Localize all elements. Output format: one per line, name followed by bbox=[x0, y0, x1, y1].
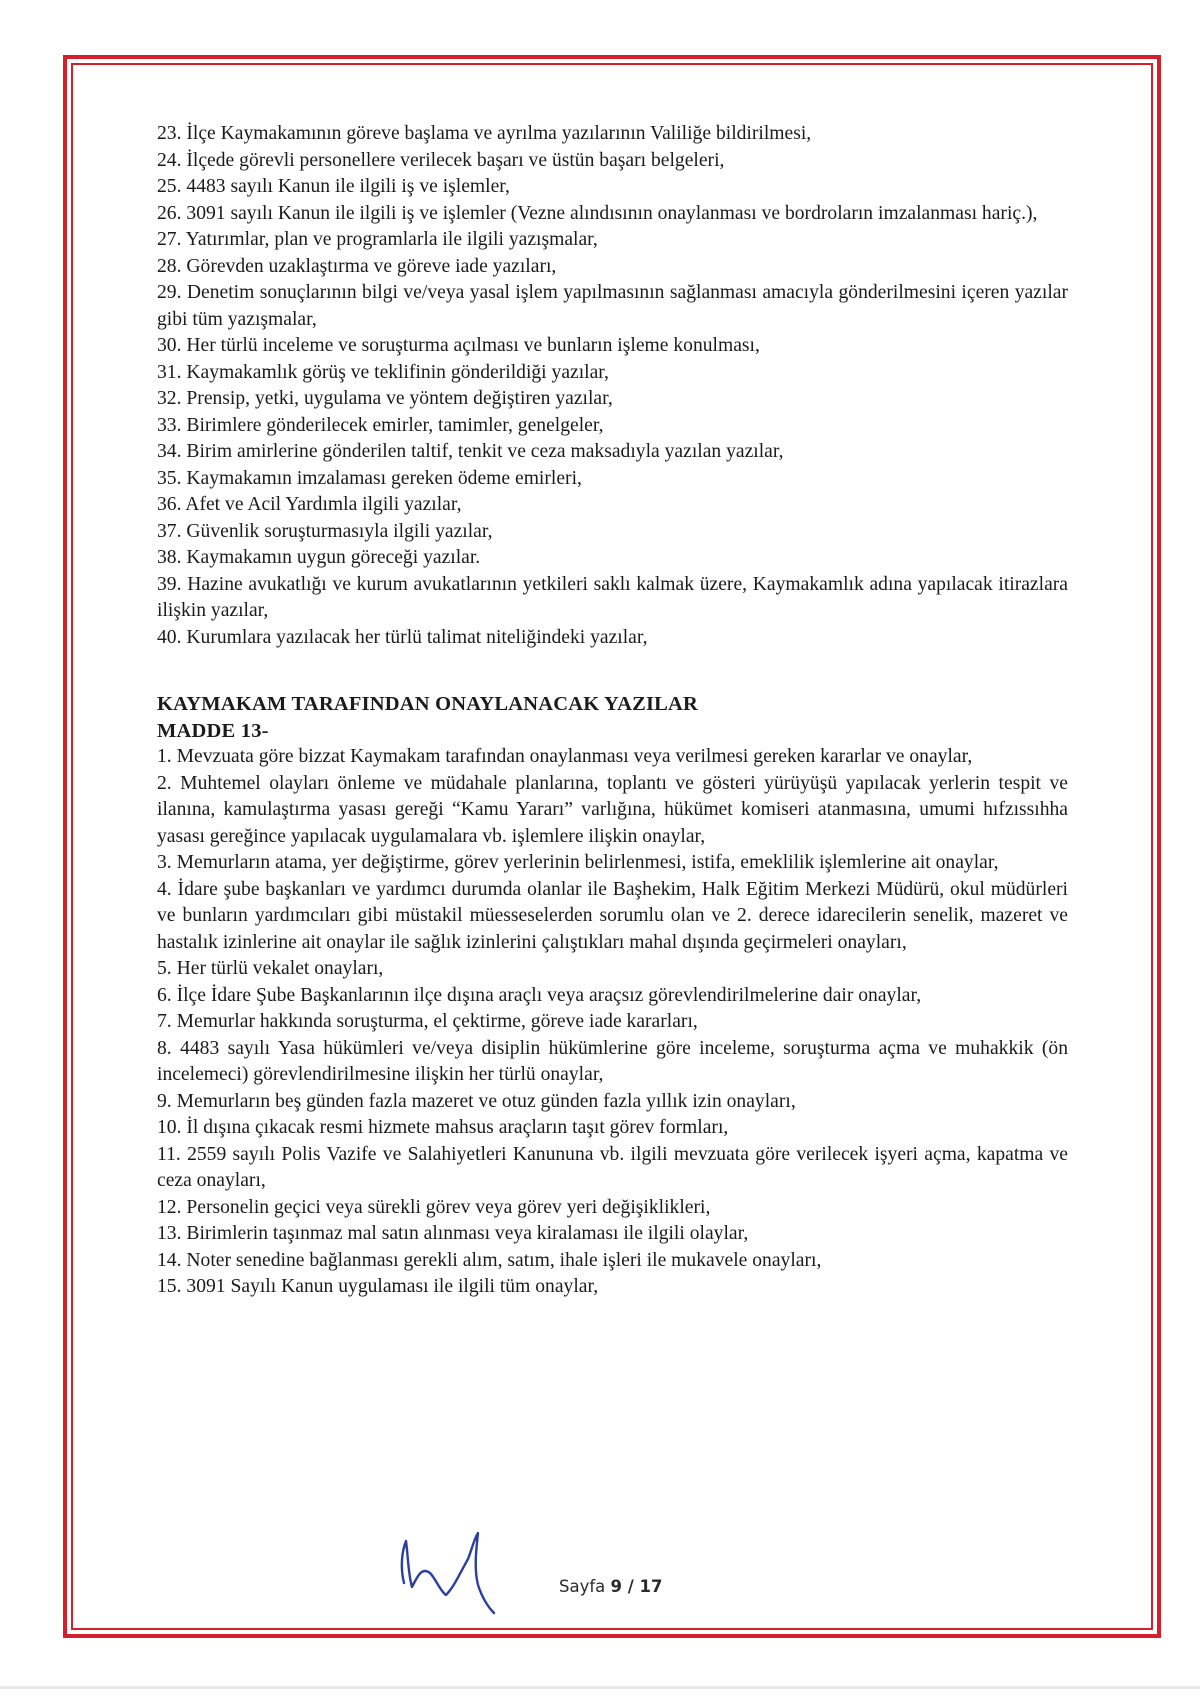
list-items-a bbox=[157, 121, 1068, 651]
list-item: 2. Muhtemel olayları önleme ve müdahale planlarına, toplantı ve gösteri yürüyüşü yapılacak yerlerin tespit ve ilanına, kamulaştırma yasası gereği “Kamu Yararı” varlığına, hükümet komiseri atanmasına, umumi hıfzıssıhha yasası gereğince yapılacak uygulamalara vb. işlemlere ilişkin onaylar, bbox=[157, 772, 1068, 847]
list-item: 6. İlçe İdare Şube Başkanlarının ilçe dışına araçlı veya araçsız görevlendirilmelerine dair onaylar, bbox=[157, 984, 922, 1006]
list-item: 33. Birimlere gönderilecek emirler, tamimler, genelgeler, bbox=[157, 414, 604, 436]
list-item: 29. Denetim sonuçlarının bilgi ve/veya yasal işlem yapılmasının sağlanması amacıyla gönderilmesini içeren yazılar gibi tüm yazışmalar, bbox=[157, 282, 1068, 330]
list-item: 34. Birim amirlerine gönderilen taltif, tenkit ve ceza maksadıyla yazılan yazılar, bbox=[157, 441, 784, 462]
list-item: 13. Birimlerin taşınmaz mal satın alınması veya kiralaması ile ilgili olaylar, bbox=[157, 1223, 749, 1244]
article-title: MADDE 13- bbox=[157, 719, 269, 742]
page-current: 9 bbox=[610, 1577, 623, 1596]
handwritten-signature-icon bbox=[390, 1525, 530, 1625]
list-item: 35. Kaymakamın imzalaması gereken ödeme emirleri, bbox=[157, 467, 582, 489]
list-item: 24. İlçede görevli personellere verilecek başarı ve üstün başarı belgeleri, bbox=[157, 149, 725, 171]
list-item: 37. Güvenlik soruşturmasıyla ilgili yazılar, bbox=[157, 520, 493, 542]
document-body bbox=[157, 121, 1068, 1301]
section-title: KAYMAKAM TARAFINDAN ONAYLANACAK YAZILAR bbox=[157, 693, 699, 715]
page-total: 17 bbox=[639, 1577, 663, 1596]
list-item: 36. Afet ve Acil Yardımla ilgili yazılar, bbox=[157, 494, 462, 515]
list-items-b bbox=[157, 744, 1068, 1301]
list-item: 26. 3091 sayılı Kanun ile ilgili iş ve işlemler (Vezne alındısının onaylanması ve bordroların imzalanması hariç.), bbox=[157, 202, 1038, 224]
list-item: 15. 3091 Sayılı Kanun uygulaması ile ilgili tüm onaylar, bbox=[157, 1276, 599, 1297]
list-item: 32. Prensip, yetki, uygulama ve yöntem değiştiren yazılar, bbox=[157, 388, 613, 409]
list-item: 40. Kurumlara yazılacak her türlü talimat niteliğindeki yazılar, bbox=[157, 626, 648, 648]
list-item: 5. Her türlü vekalet onayları, bbox=[157, 958, 384, 979]
list-item: 1. Mevzuata göre bizzat Kaymakam tarafından onaylanması veya verilmesi gereken kararlar ve onaylar, bbox=[157, 746, 973, 767]
list-item: 28. Görevden uzaklaştırma ve göreve iade yazıları, bbox=[157, 255, 557, 277]
list-item: 10. İl dışına çıkacak resmi hizmete mahsus araçların taşıt görev formları, bbox=[157, 1117, 729, 1138]
list-item: 23. İlçe Kaymakamının göreve başlama ve ayrılma yazılarının Valiliğe bildirilmesi, bbox=[157, 123, 812, 144]
list-item: 7. Memurlar hakkında soruşturma, el çektirme, göreve iade kararları, bbox=[157, 1011, 698, 1032]
scan-edge bbox=[0, 1686, 1200, 1689]
list-item: 4. İdare şube başkanları ve yardımcı durumda olanlar ile Başhekim, Halk Eğitim Merkezi Müdürü, okul müdürleri ve bunların yardımcıları gibi müstakil müesseselerden sorumlu olan ve 2. derece idarecilerin senelik, mazeret ve hastalık izinlerine ait onaylar ile sağlık izinlerini çalıştıkları mahal dışında geçirmeleri onayları, bbox=[157, 878, 1068, 953]
list-item: 12. Personelin geçici veya sürekli görev veya görev yeri değişiklikleri, bbox=[157, 1196, 711, 1218]
list-item: 25. 4483 sayılı Kanun ile ilgili iş ve işlemler, bbox=[157, 176, 510, 197]
list-item: 31. Kaymakamlık görüş ve teklifinin gönderildiği yazılar, bbox=[157, 361, 609, 383]
list-item: 3. Memurların atama, yer değiştirme, görev yerlerinin belirlenmesi, istifa, emeklilik işlemlerine ait onaylar, bbox=[157, 852, 999, 873]
list-item: 9. Memurların beş günden fazla mazeret ve otuz günden fazla yıllık izin onayları, bbox=[157, 1090, 796, 1112]
list-item: 27. Yatırımlar, plan ve programlarla ile ilgili yazışmalar, bbox=[157, 229, 598, 250]
page-number bbox=[559, 1577, 663, 1596]
list-item: 14. Noter senedine bağlanması gerekli alım, satım, ihale işleri ile mukavele onayları, bbox=[157, 1249, 822, 1271]
list-item: 30. Her türlü inceleme ve soruşturma açılması ve bunların işleme konulması, bbox=[157, 335, 760, 356]
page-label: Sayfa bbox=[559, 1577, 606, 1596]
page-separator: / bbox=[622, 1577, 640, 1596]
list-item: 11. 2559 sayılı Polis Vazife ve Salahiyetleri Kanununa vb. ilgili mevzuata göre verilecek işyeri açma, kapatma ve ceza onayları, bbox=[157, 1143, 1068, 1191]
list-item: 39. Hazine avukatlığı ve kurum avukatlarının yetkileri saklı kalmak üzere, Kaymakamlık adına yapılacak itirazlara ilişkin yazılar, bbox=[157, 573, 1068, 621]
list-item: 38. Kaymakamın uygun göreceği yazılar. bbox=[157, 547, 481, 568]
list-item: 8. 4483 sayılı Yasa hükümleri ve/veya disiplin hükümlerine göre inceleme, soruşturma açma ve muhakkik (ön incelemeci) görevlendirilmesine ilişkin her türlü onaylar, bbox=[157, 1037, 1068, 1085]
section-spacer bbox=[157, 651, 1068, 691]
